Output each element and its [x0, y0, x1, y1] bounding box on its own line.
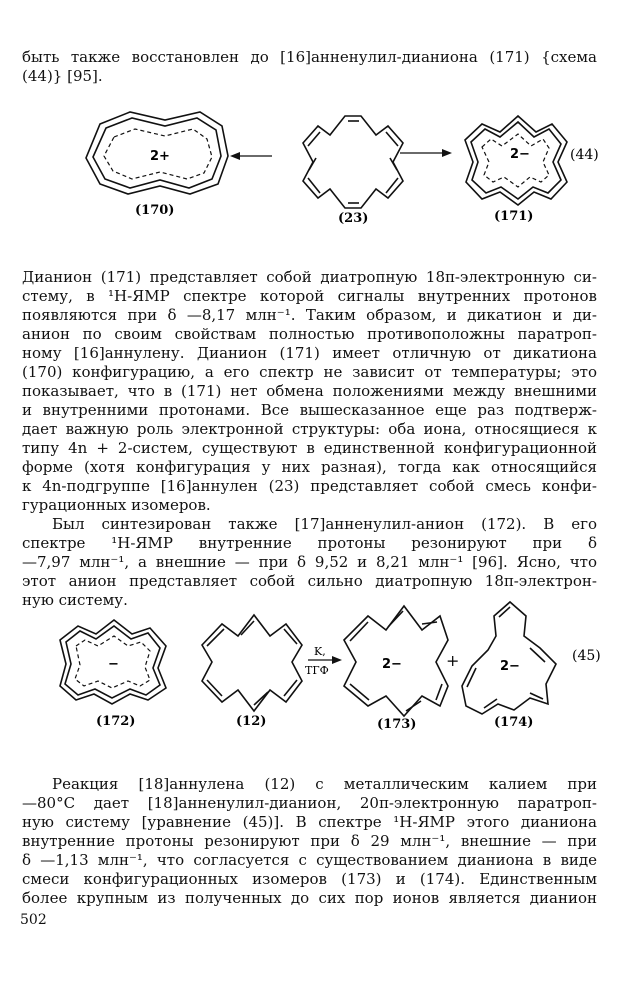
compound-label: (174): [494, 715, 534, 730]
text-line: Дианион (171) представляет собой диатропную 18π-электронную си-: [22, 268, 597, 286]
text-line: показывает, что в (171) нет обмена положениями между внешними: [22, 382, 597, 400]
text-line: ную систему.: [22, 591, 128, 609]
compound-label: (170): [135, 203, 175, 218]
text-line: δ —1,13 млн⁻¹, что согласуется с существованием дианиона в виде: [22, 851, 597, 869]
dianion-174-structure: [462, 602, 556, 714]
text-line: быть также восстановлен до [16]анненулил-дианиона (171) {схема: [22, 48, 597, 66]
charge-label: 2−: [382, 657, 402, 672]
text-line: —7,97 млн⁻¹, а внешние — при δ 9,52 и 8,21 млн⁻¹ [96]. Ясно, что: [22, 553, 597, 571]
text-line: спектре ¹H-ЯМР внутренние протоны резонируют при δ: [22, 534, 597, 552]
text-line: внутренние протоны резонируют при δ 29 млн⁻¹, внешние — при: [22, 832, 597, 850]
compound-label: (23): [338, 211, 369, 226]
text-line: —80°С дает [18]анненулил-дианион, 20π-электронную паратроп-: [22, 794, 597, 812]
charge-label: −: [108, 657, 119, 672]
text-line: форме (хотя конфигурация у них разная), тогда как относящийся: [22, 458, 597, 476]
text-line: анион по своим свойствам полностью противоположны паратроп-: [22, 325, 597, 343]
compound-label: (12): [236, 714, 267, 729]
equation-number: (45): [572, 648, 601, 664]
charge-label: 2+: [150, 149, 170, 164]
text-line: к 4n-подгруппе [16]аннулен (23) представляет собой смесь конфи-: [22, 477, 597, 495]
text-line: гурационных изомеров.: [22, 496, 211, 514]
text-line: дает важную роль электронной структуры: оба иона, относящиеся к: [22, 420, 597, 438]
text-line: Был синтезирован также [17]анненулил-анион (172). В его: [52, 515, 597, 533]
equation-number: (44): [570, 147, 599, 163]
text-line: смеси конфигурационных изомеров (173) и (174). Единственным: [22, 870, 597, 888]
reagent-label: K,: [314, 645, 326, 658]
annulene-12-structure: [202, 615, 302, 711]
compound-label: (173): [377, 717, 417, 732]
text-line: появляются при δ —8,17 млн⁻¹. Таким образом, и дикатион и ди-: [22, 306, 597, 324]
text-line: (170) конфигурацию, а его спектр не зависит от температуры; это: [22, 363, 597, 381]
charge-label: 2−: [500, 659, 520, 674]
text-line: типу 4n + 2-систем, существуют в единственной конфигурационной: [22, 439, 597, 457]
text-line: ному [16]аннулену. Дианион (171) имеет отличную от дикатиона: [22, 344, 597, 362]
text-line: этот анион представляет собой сильно диатропную 18π-электрон-: [22, 572, 597, 590]
text-line: (44)} [95].: [22, 67, 103, 85]
compound-label: (171): [494, 209, 534, 224]
text-line: стему, в ¹H-ЯМР спектре которой сигналы внутренних протонов: [22, 287, 597, 305]
plus-sign: +: [446, 651, 460, 670]
page-number: 502: [20, 912, 47, 928]
text-line: Реакция [18]аннулена (12) с металлическим калием при: [52, 775, 597, 793]
text-line: и внутренними протонами. Все вышесказанное еще раз подтверж-: [22, 401, 597, 419]
reagent-label: ТГФ: [305, 664, 329, 677]
text-line: ную систему [уравнение (45)]. В спектре ¹H-ЯМР этого дианиона: [22, 813, 597, 831]
compound-label: (172): [96, 714, 136, 729]
charge-label: 2−: [510, 147, 530, 162]
text-line: более крупным из полученных до сих пор ионов является дианион: [22, 889, 597, 907]
